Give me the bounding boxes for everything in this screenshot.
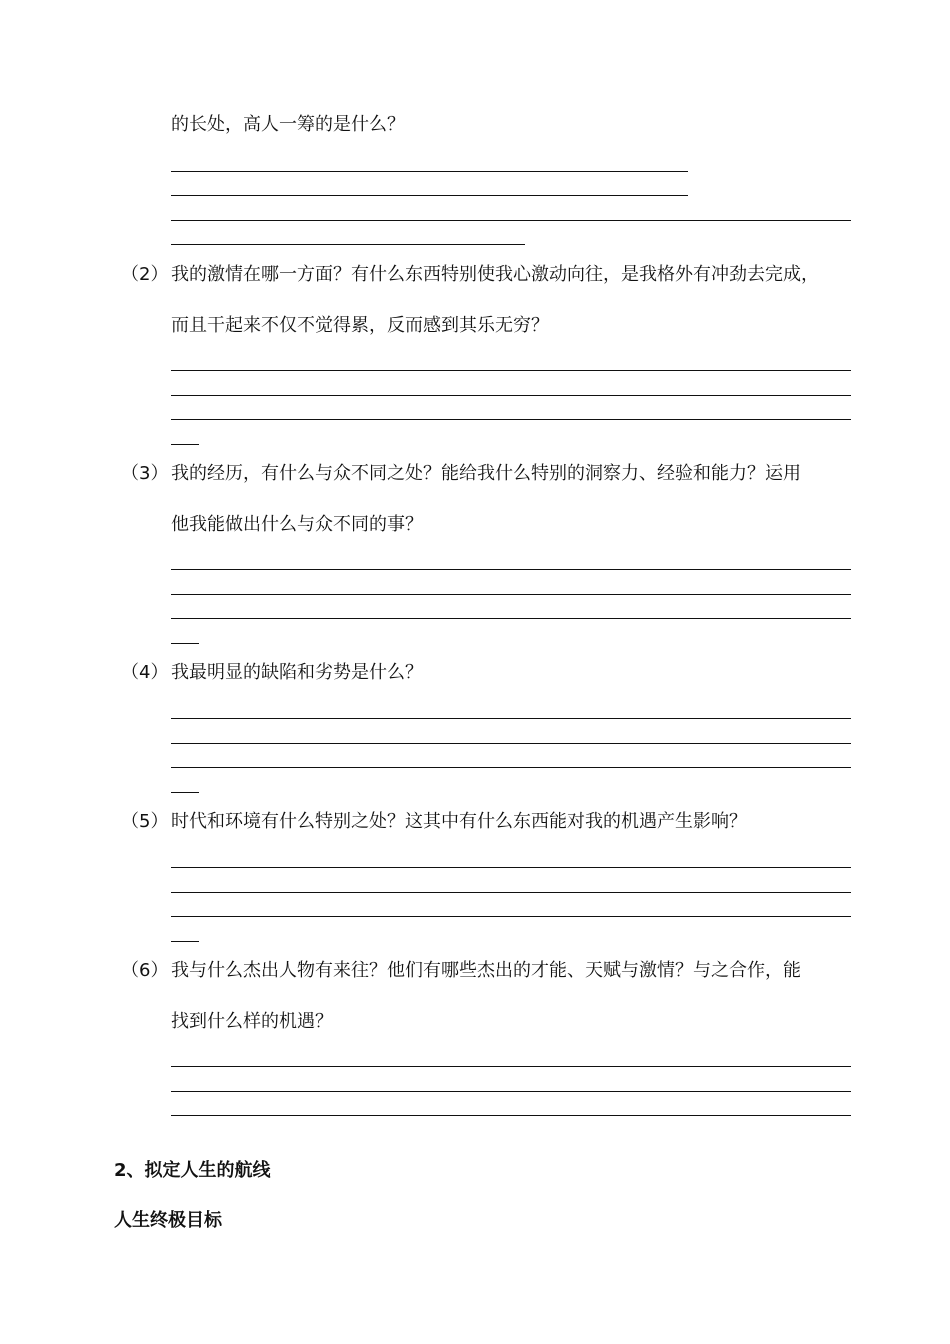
- answer-line: [171, 892, 851, 893]
- question-2-number: （2）: [121, 264, 169, 285]
- answer-line: [171, 171, 688, 172]
- answer-line: [171, 1066, 851, 1067]
- question-4-line-1: 我最明显的缺陷和劣势是什么？: [171, 662, 423, 683]
- section-subheading: 人生终极目标: [114, 1210, 222, 1231]
- question-5-number: （5）: [121, 811, 169, 832]
- answer-line: [171, 244, 525, 245]
- answer-line: [171, 867, 851, 868]
- section-heading: 2、拟定人生的航线: [114, 1160, 271, 1181]
- question-4-number: （4）: [121, 662, 169, 683]
- question-2-line-2: 而且干起来不仅不觉得累，反而感到其乐无穷？: [171, 315, 549, 336]
- question-6-number: （6）: [121, 960, 169, 981]
- question-6-line-2: 找到什么样的机遇？: [171, 1011, 333, 1032]
- answer-line: [171, 569, 851, 570]
- answer-line: [171, 419, 851, 420]
- answer-line: [171, 618, 851, 619]
- answer-line: [171, 767, 851, 768]
- answer-line: [171, 220, 851, 221]
- answer-line: [171, 1115, 851, 1116]
- answer-line: [171, 594, 851, 595]
- answer-line: [171, 395, 851, 396]
- question-3-line-1: 我的经历，有什么与众不同之处？能给我什么特别的洞察力、经验和能力？运用: [171, 463, 801, 484]
- question-2-line-1: 我的激情在哪一方面？有什么东西特别使我心激动向往，是我格外有冲劲去完成，: [171, 264, 819, 285]
- question-3-line-2: 他我能做出什么与众不同的事？: [171, 514, 423, 535]
- answer-line: [171, 792, 199, 793]
- answer-line: [171, 743, 851, 744]
- answer-line: [171, 1091, 851, 1092]
- question-5-line-1: 时代和环境有什么特别之处？这其中有什么东西能对我的机遇产生影响？: [171, 811, 747, 832]
- question-6-line-1: 我与什么杰出人物有来往？他们有哪些杰出的才能、天赋与激情？与之合作，能: [171, 960, 801, 981]
- question-1-continuation: 的长处，高人一筹的是什么？: [171, 114, 405, 135]
- answer-line: [171, 370, 851, 371]
- answer-line: [171, 444, 199, 445]
- answer-line: [171, 941, 199, 942]
- answer-line: [171, 916, 851, 917]
- question-3-number: （3）: [121, 463, 169, 484]
- answer-line: [171, 718, 851, 719]
- answer-line: [171, 643, 199, 644]
- answer-line: [171, 195, 688, 196]
